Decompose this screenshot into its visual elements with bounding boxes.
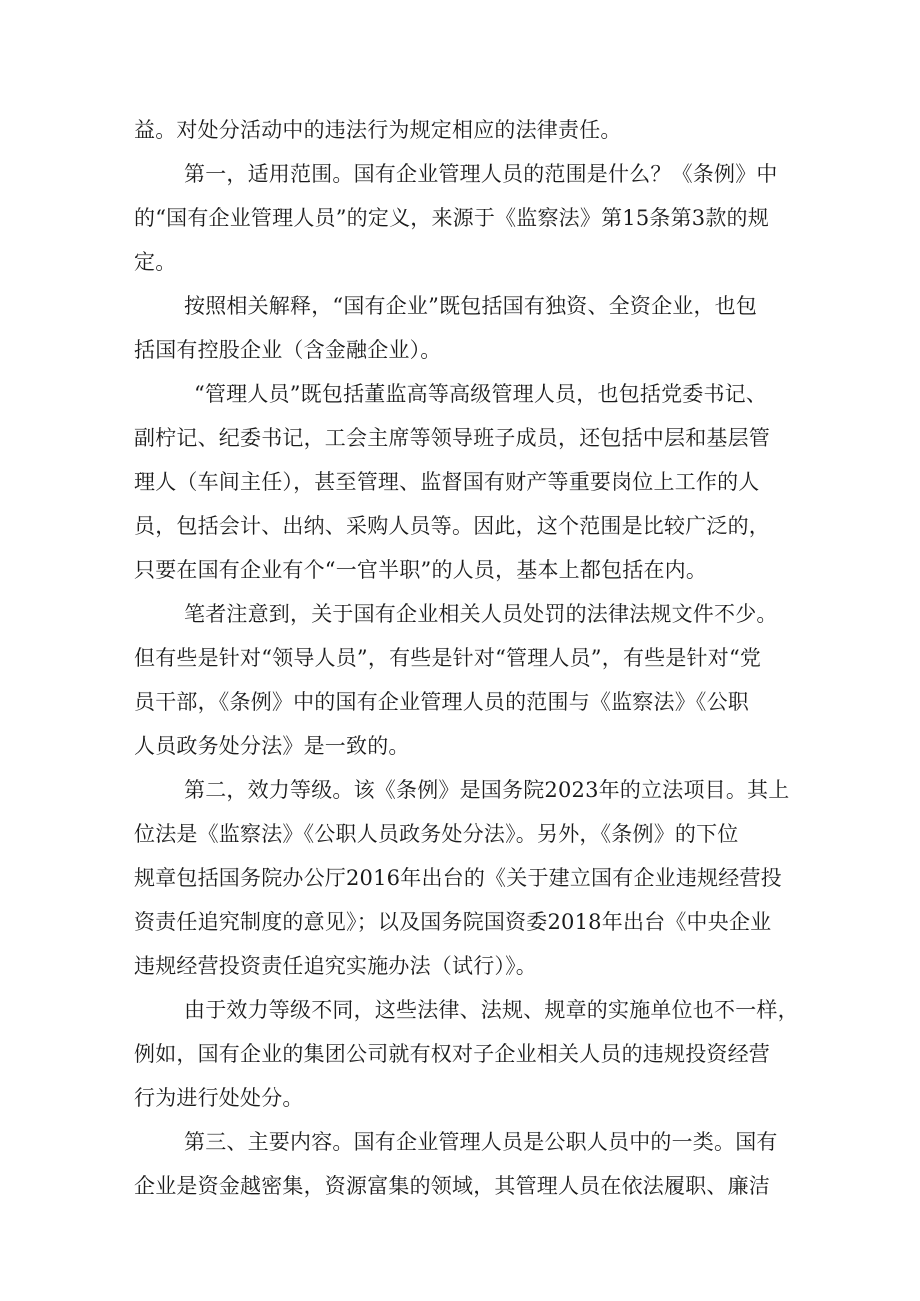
text-line: 但有些是针对“领导人员”，有些是针对“管理人员”，有些是针对“党: [134, 646, 762, 670]
text-line: 括国有控股企业（含金融企业）。: [134, 338, 442, 362]
text-line: 按照相关解释，“国有企业”既包括国有独资、全资企业，也包: [184, 294, 758, 318]
text-line: 理人（车间主任），甚至管理、监督国有财产等重要岗位上工作的人: [134, 470, 760, 494]
text-line: 违规经营投资责任追究实施办法（试行）》。: [134, 954, 537, 978]
text-line: 益。对处分活动中的违法行为规定相应的法律责任。: [134, 118, 622, 142]
text-line: 的“国有企业管理人员”的定义，来源于《监察法》第15条第3款的规: [134, 206, 769, 230]
text-line: 员，包括会计、出纳、采购人员等。因此，这个范围是比较广泛的，: [134, 514, 770, 538]
text-line: 规章包括国务院办公厅2016年出台的《关于建立国有企业违规经营投: [134, 866, 782, 890]
text-line: 第二，效力等级。该《条例》是国务院2023年的立法项目。其上: [184, 778, 790, 802]
text-line: 员干部，《条例》中的国有企业管理人员的范围与《监察法》《公职: [134, 690, 749, 714]
text-line: 第一，适用范围。国有企业管理人员的范围是什么？《条例》中: [184, 162, 778, 186]
text-line: 资责任追究制度的意见》；以及国务院国资委2018年出台《中央企业: [134, 910, 772, 934]
text-line: 位法是《监察法》《公职人员政务处分法》。另外，《条例》的下位: [134, 822, 739, 846]
text-line: 第三、主要内容。国有企业管理人员是公职人员中的一类。国有: [184, 1130, 778, 1154]
text-line: 企业是资金越密集，资源富集的领域，其管理人员在依法履职、廉洁: [134, 1174, 770, 1198]
text-line: 笔者注意到，关于国有企业相关人员处罚的法律法规文件不少。: [184, 602, 778, 626]
text-line: 副柠记、纪委书记，工会主席等领导班子成员，还包括中层和基层管: [134, 426, 770, 450]
text-line: 定。: [134, 250, 177, 274]
text-line: 只要在国有企业有个“一官半职”的人员，基本上都包括在内。: [134, 558, 708, 582]
text-line: 由于效力等级不同，这些法律、法规、规章的实施单位也不一样，: [184, 998, 799, 1022]
text-line: 行为进行处处分。: [134, 1086, 304, 1110]
text-line: “管理人员”既包括董监高等高级管理人员，也包括党委书记、: [194, 382, 768, 406]
text-line: 人员政务处分法》是一致的。: [134, 734, 410, 758]
text-line: 例如，国有企业的集团公司就有权对子企业相关人员的违规投资经营: [134, 1042, 770, 1066]
